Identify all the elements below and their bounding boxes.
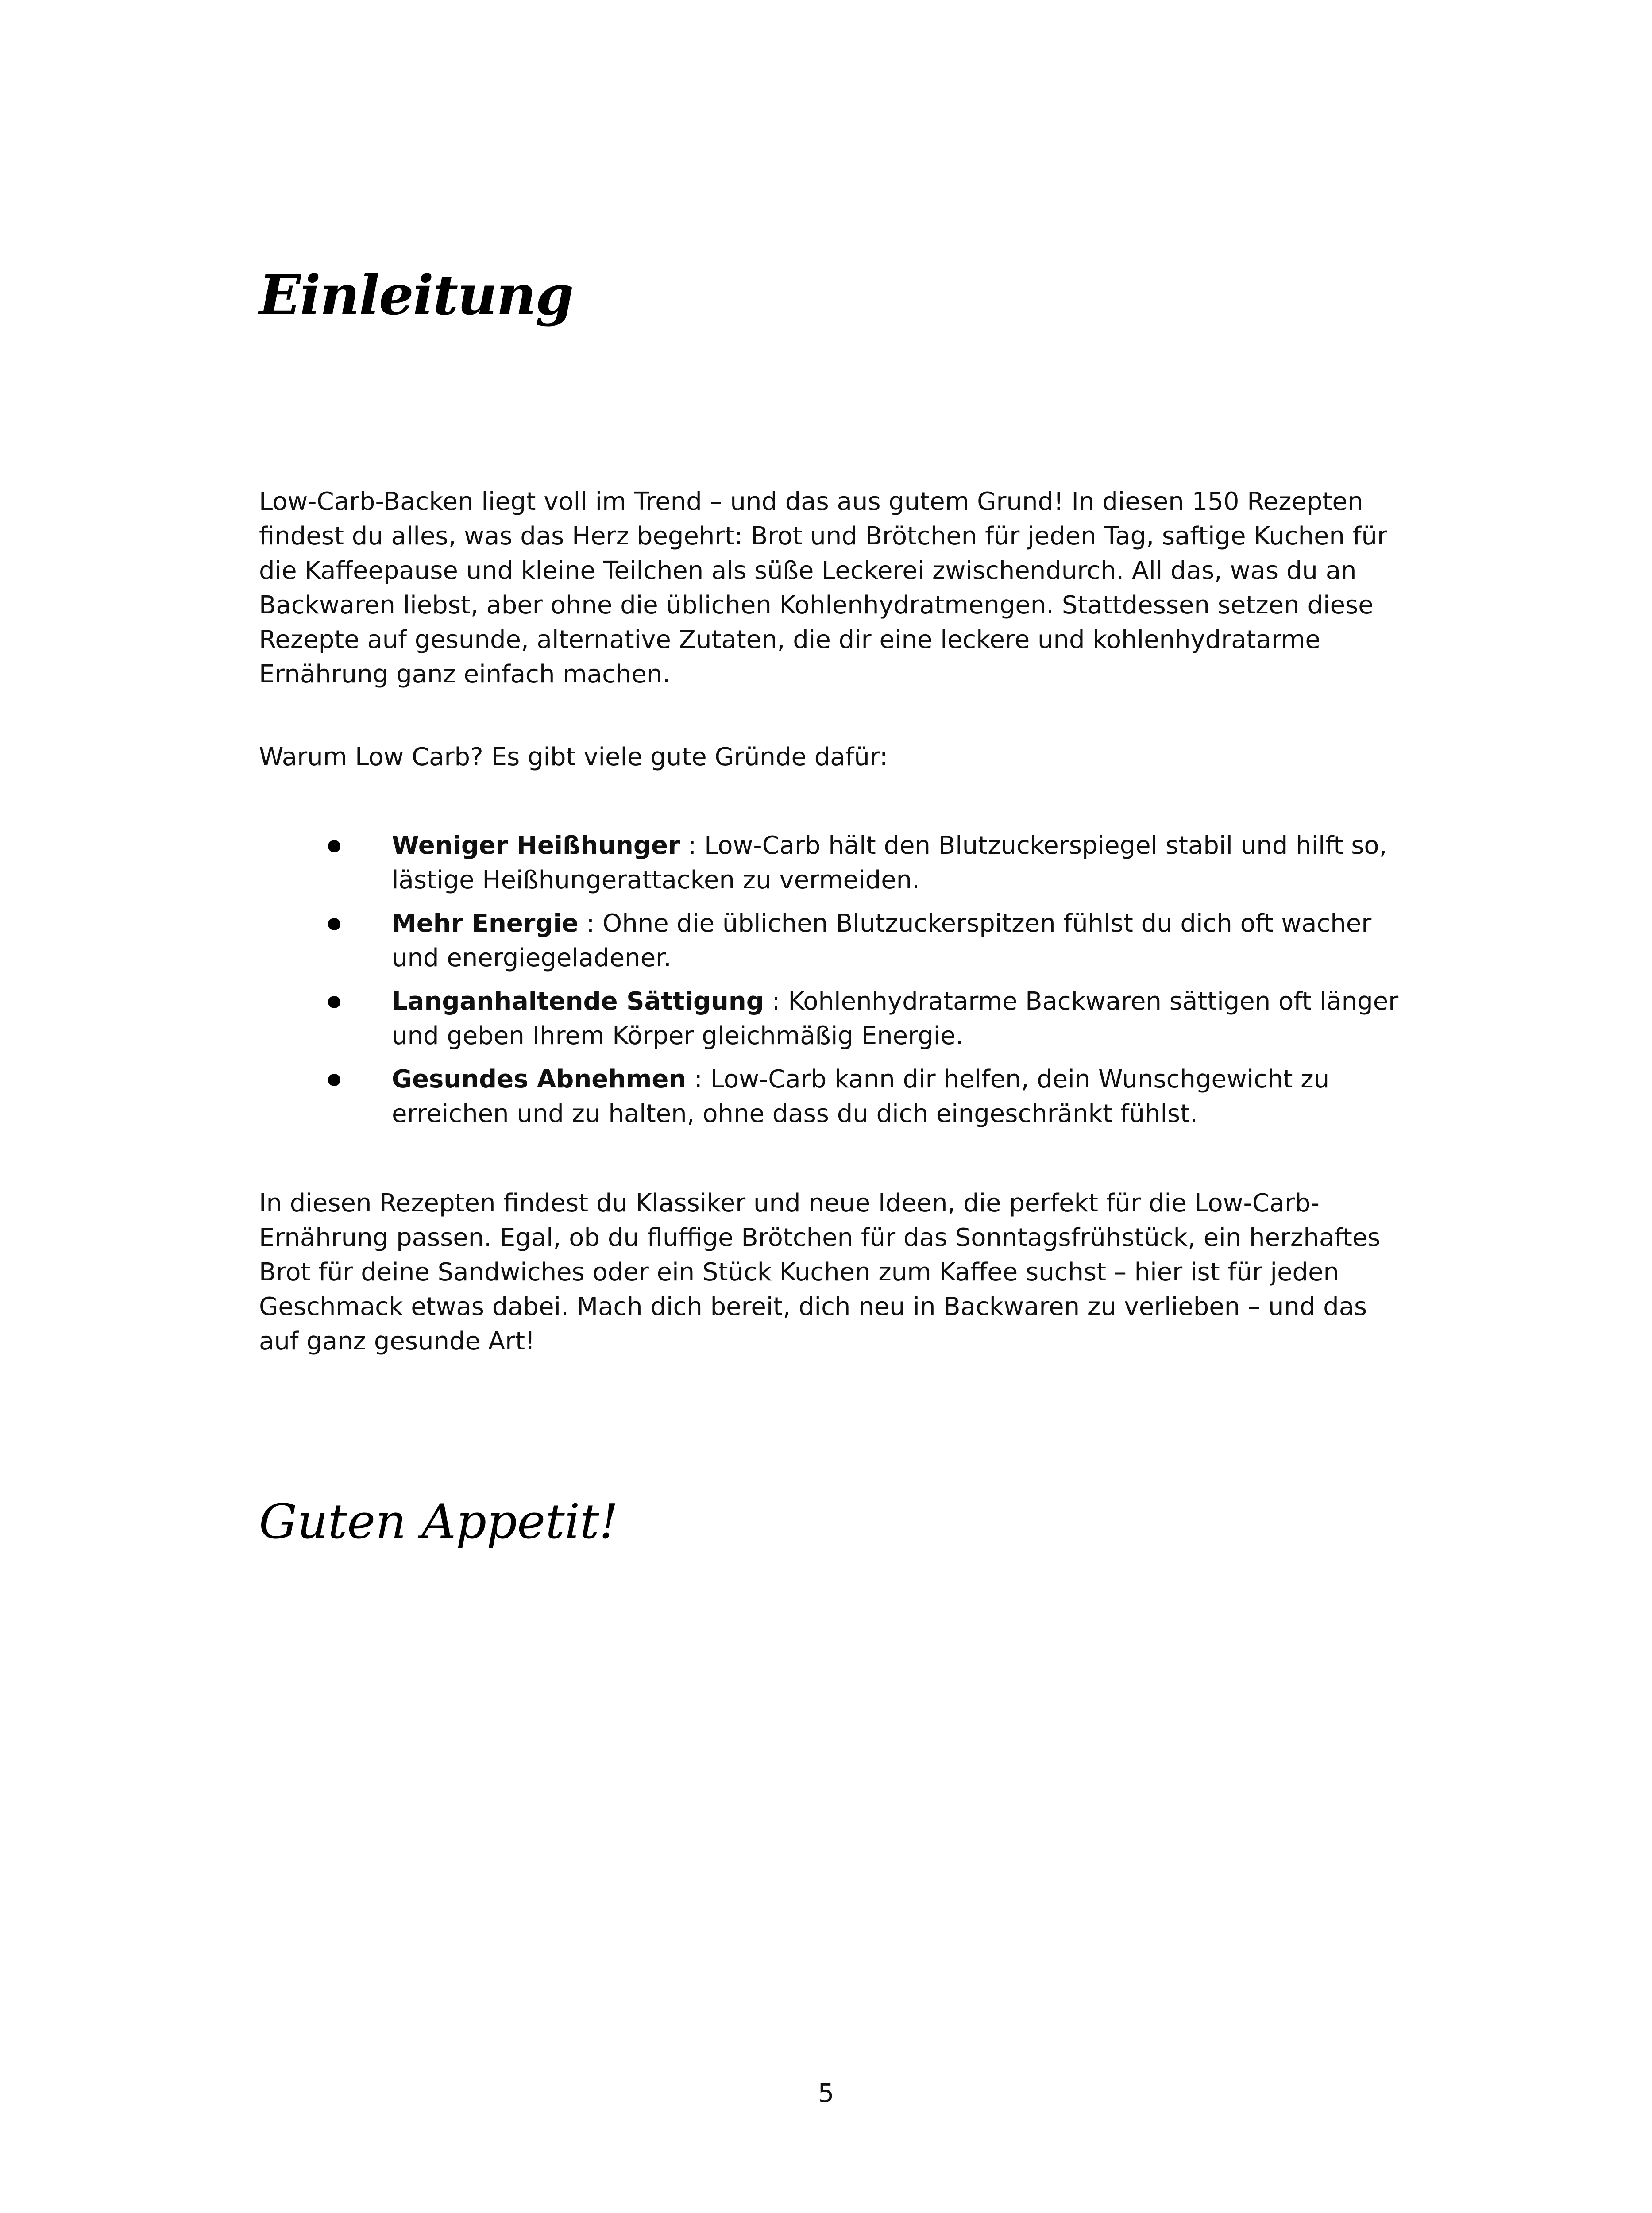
bullet-icon xyxy=(328,1074,340,1086)
bullet-icon xyxy=(328,840,340,852)
reasons-list xyxy=(259,829,1401,1140)
reason-text: : Low-Carb hält den Blutzuckerspiegel stabil und hilft so, lästige Heißhungerattacken zu vermeiden. xyxy=(392,831,1387,894)
bullet-icon xyxy=(328,996,340,1008)
reason-term: Weniger Heißhunger xyxy=(392,831,680,860)
reason-item-gesundes-abnehmen xyxy=(259,1062,1401,1131)
closing-paragraph: In diesen Rezepten findest du Klassiker und neue Ideen, die perfekt für die Low-Carb-Ernährung passen. Egal, ob du fluffige Brötchen für das Sonntagsfrühstück, ein herzhaftes Brot für deine Sandwiches oder ein Stück Kuchen zum Kaffee suchst – hier ist für jeden Geschmack etwas dabei. Mach dich bereit, dich neu in Backwaren zu verlieben – und das auf ganz gesunde Art! xyxy=(259,1189,1381,1356)
reason-item-weniger-heisshunger xyxy=(259,829,1401,898)
reason-term: Langanhaltende Sättigung xyxy=(392,987,764,1016)
page-heading: Einleitung xyxy=(259,263,573,328)
question-paragraph: Warum Low Carb? Es gibt viele gute Gründe dafür: xyxy=(259,743,888,771)
page-number: 5 xyxy=(818,2078,834,2108)
signoff-text: Guten Appetit! xyxy=(259,1494,618,1550)
reason-term: Mehr Energie xyxy=(392,909,579,938)
reason-item-langanhaltende-saettigung xyxy=(259,984,1401,1053)
bullet-icon xyxy=(328,918,340,930)
intro-paragraph: Low-Carb-Backen liegt voll im Trend – und das aus gutem Grund! In diesen 150 Rezepten findest du alles, was das Herz begehrt: Brot und Brötchen für jeden Tag, saftige Kuchen für die Kaffeepause und kleine Teilchen als süße Leckerei zwischendurch. All das, was du an Backwaren liebst, aber ohne die üblichen Kohlenhydratmengen. Stattdessen setzen diese Rezepte auf gesunde, alternative Zutaten, die dir eine leckere und kohlenhydratarme Ernährung ganz einfach machen. xyxy=(259,487,1388,689)
reason-text: : Low-Carb kann dir helfen, dein Wunschgewicht zu erreichen und zu halten, ohne dass du dich eingeschränkt fühlst. xyxy=(392,1065,1330,1128)
reason-text: : Ohne die üblichen Blutzuckerspitzen fühlst du dich oft wacher und energiegeladener. xyxy=(392,909,1372,972)
reason-item-mehr-energie xyxy=(259,906,1401,975)
reason-text: : Kohlenhydratarme Backwaren sättigen oft länger und geben Ihrem Körper gleichmäßig Energie. xyxy=(392,987,1399,1050)
reason-term: Gesundes Abnehmen xyxy=(392,1065,687,1094)
